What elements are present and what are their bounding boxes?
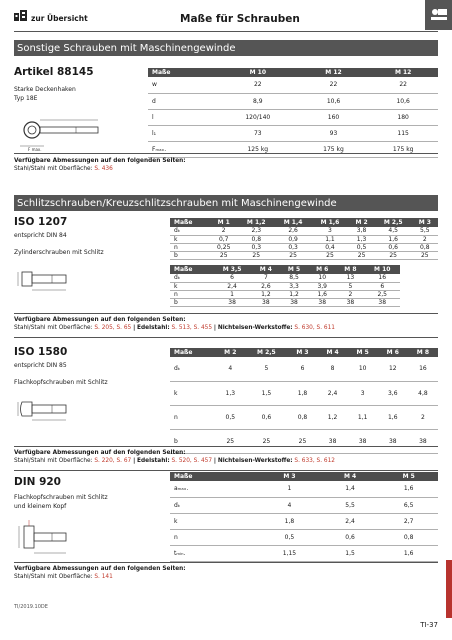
table-din920: Maße M 3 M 4 M 5 aₘₐₓ. 1 1,4 1,6 dₖ 4 5,5 6,5 k 1,8 2,4 2,7 n 0,5 0,6 0,8 tₘᵢₙ. 1,15 1,5 1,6 bbox=[170, 472, 438, 562]
article-desc: entspricht DIN 85 Flachkopfschrauben mit Schlitz bbox=[14, 362, 108, 386]
table-row: b 38 38 38 38 38 38 bbox=[170, 298, 400, 306]
availability-note: Verfügbare Abmessungen auf den folgenden Seiten: Stahl/Stahl mit Oberfläche: S. 220, S. 67 | Edelstahl: S. 520, S. 457 | Nichteisen-Werkstoffe: S. 633, S. 612 bbox=[14, 450, 335, 464]
page-ref-link[interactable]: S. 633, S. 612 bbox=[294, 458, 335, 464]
table-row: n 0,5 0,6 0,8 bbox=[170, 529, 438, 545]
divider bbox=[14, 337, 438, 338]
article-desc: entspricht DIN 84 Zylinderschrauben mit Schlitz bbox=[14, 232, 104, 256]
table-row: dₖ 2 2,3 2,6 3 3,8 4,5 5,5 bbox=[170, 227, 438, 235]
table-iso1207-a: Maße M 1 M 1,2 M 1,4 M 1,6 M 2 M 2,5 M 3 dₖ 2 2,3 2,6 3 3,8 4,5 5,5 k 0,7 0,8 0,9 1,1 1,3 1,6 2 n 0,25 0,3 0,3 0,4 0,5 0,6 0,8 b 25 25 25 25 25 25 25 bbox=[170, 218, 438, 260]
divider bbox=[14, 313, 438, 314]
divider bbox=[14, 562, 438, 563]
table-row: n 0,5 0,6 0,8 1,2 1,1 1,6 2 bbox=[170, 405, 438, 429]
table-row: l 120/140 160 180 bbox=[148, 109, 438, 125]
table-iso1207-b: Maße M 3,5 M 4 M 5 M 6 M 8 M 10 dₖ 6 7 8,5 10 13 16 k 2,4 2,6 3,3 3,9 5 6 n 1 1,2 1,2 1,6 2 2,5 b 38 38 38 38 38 38 bbox=[170, 265, 400, 307]
doc-code: TI/2019.10DE bbox=[14, 604, 48, 610]
divider bbox=[14, 446, 438, 447]
article-title: ISO 1580 bbox=[14, 346, 68, 358]
table-row: w 22 22 22 bbox=[148, 77, 438, 93]
logo-icon bbox=[425, 0, 452, 30]
chapter-marker bbox=[446, 560, 452, 618]
page-ref-link[interactable]: S. 520, S. 457 bbox=[171, 458, 213, 464]
back-label[interactable]: zur Übersicht bbox=[31, 14, 88, 23]
article-title: DIN 920 bbox=[14, 476, 61, 488]
buildings-icon bbox=[14, 10, 28, 23]
table-row: b 25 25 25 25 25 25 25 bbox=[170, 251, 438, 259]
section-band: Sonstige Schrauben mit Maschinengewinde bbox=[14, 40, 438, 56]
table-row: d 8,9 10,6 10,6 bbox=[148, 93, 438, 109]
table-row: k 1,3 1,5 1,8 2,4 3 3,6 4,8 bbox=[170, 381, 438, 405]
table-88145: Maße M 10 M 12 M 12 w 22 22 22 d 8,9 10,6 10,6 l 120/140 160 180 l₁ 73 93 115 Fₘₐₓ. 125 kg 175 kg 175 kg bbox=[148, 68, 438, 158]
cheese-head-screw-drawing bbox=[16, 266, 70, 296]
page-ref-link[interactable]: S. 141 bbox=[94, 574, 113, 580]
table-row: n 1 1,2 1,2 1,6 2 2,5 bbox=[170, 290, 400, 298]
page-ref-link[interactable]: S. 205, S. 65 bbox=[94, 325, 132, 331]
table-row: k 0,7 0,8 0,9 1,1 1,3 1,6 2 bbox=[170, 235, 438, 243]
back-link[interactable] bbox=[14, 10, 88, 23]
page-number: TI-37 bbox=[420, 621, 438, 629]
table-row: b 25 25 25 38 38 38 38 bbox=[170, 429, 438, 453]
table-row: aₘₐₓ. 1 1,4 1,6 bbox=[170, 481, 438, 497]
page-ref-link[interactable]: S. 436 bbox=[94, 166, 113, 172]
table-row: dₖ 4 5 6 8 10 12 16 bbox=[170, 357, 438, 381]
pan-head-screw-drawing bbox=[16, 396, 70, 426]
article-title: Artikel 88145 bbox=[14, 66, 94, 78]
divider bbox=[14, 153, 438, 154]
svg-text:F max.: F max. bbox=[28, 147, 42, 152]
article-desc: Flachkopfschrauben mit Schlitz und kleinem Kopf bbox=[14, 494, 108, 510]
availability-note: Verfügbare Abmessungen auf den folgenden Seiten: Stahl/Stahl mit Oberfläche: S. 205, S. 65 | Edelstahl: S. 513, S. 455 | Nichteisen-Werkstoffe: S. 630, S. 611 bbox=[14, 317, 335, 331]
article-title: ISO 1207 bbox=[14, 216, 68, 228]
table-row: dₖ 6 7 8,5 10 13 16 bbox=[170, 274, 400, 282]
availability-note: Verfügbare Abmessungen auf den folgenden Seiten: Stahl/Stahl mit Oberfläche: S. 141 bbox=[14, 566, 186, 580]
hook-drawing bbox=[16, 112, 106, 156]
article-desc: Starke Deckenhaken Typ 18E bbox=[14, 86, 76, 102]
table-row: n 0,25 0,3 0,3 0,4 0,5 0,6 0,8 bbox=[170, 243, 438, 251]
availability-note: Verfügbare Abmessungen auf den folgenden Seiten: Stahl/Stahl mit Oberfläche: S. 436 bbox=[14, 158, 186, 172]
table-row: dₖ 4 5,5 6,5 bbox=[170, 497, 438, 513]
small-head-screw-drawing bbox=[16, 518, 70, 562]
page-ref-link[interactable]: S. 220, S. 67 bbox=[94, 458, 132, 464]
table-row: Fₘₐₓ. 125 kg 175 kg 175 kg bbox=[148, 141, 438, 157]
section-band: Schlitzschrauben/Kreuzschlitzschrauben mit Maschinengewinde bbox=[14, 195, 438, 211]
table-row: l₁ 73 93 115 bbox=[148, 125, 438, 141]
table-iso1580: Maße M 2 M 2,5 M 3 M 4 M 5 M 6 M 8 dₖ 4 5 6 8 10 12 16 k 1,3 1,5 1,8 2,4 3 3,6 4,8 n 0,5 0,6 0,8 1,2 1,1 1,6 2 b 25 25 25 38 38 38 38 bbox=[170, 348, 438, 454]
header-rule bbox=[14, 31, 438, 32]
table-row: tₘᵢₙ. 1,15 1,5 1,6 bbox=[170, 545, 438, 561]
table-row: k 1,8 2,4 2,7 bbox=[170, 513, 438, 529]
divider bbox=[14, 470, 438, 471]
table-row: k 2,4 2,6 3,3 3,9 5 6 bbox=[170, 282, 400, 290]
page-title: Maße für Schrauben bbox=[180, 13, 300, 25]
page-ref-link[interactable]: S. 513, S. 455 bbox=[171, 325, 213, 331]
page-ref-link[interactable]: S. 630, S. 611 bbox=[294, 325, 335, 331]
